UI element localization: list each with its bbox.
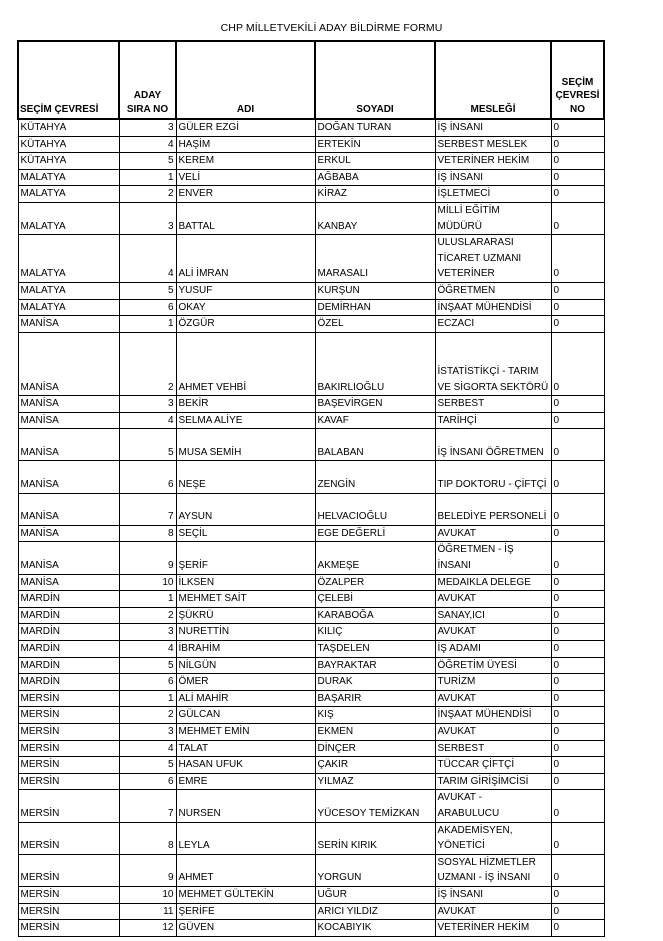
district-no-cell: 0 [551, 136, 604, 153]
surname-cell: ÇAKIR [315, 757, 435, 774]
surname-cell: ERTEKİN [315, 136, 435, 153]
surname-cell: BAKIRLIOĞLU [315, 332, 435, 395]
table-row [18, 624, 604, 641]
province-cell: MERSİN [18, 886, 119, 903]
district-no-cell: 0 [551, 790, 604, 822]
profession-cell: MİLLİ EĞİTİM MÜDÜRÜ [435, 202, 551, 234]
province-cell: MERSİN [18, 903, 119, 920]
surname-cell: HELVACIOĞLU [315, 493, 435, 525]
rank-cell: 5 [119, 153, 176, 170]
rank-cell: 9 [119, 854, 176, 886]
rank-cell: 3 [119, 396, 176, 413]
district-no-cell: 0 [551, 396, 604, 413]
surname-cell: TAŞDELEN [315, 641, 435, 658]
name-cell: İBRAHİM [176, 641, 315, 658]
profession-cell: İŞ İNSANI [435, 169, 551, 186]
profession-cell: İŞ İNSANI ÖĞRETMEN [435, 429, 551, 461]
surname-cell: KİRAZ [315, 186, 435, 203]
district-no-cell: 0 [551, 886, 604, 903]
district-no-cell: 0 [551, 740, 604, 757]
province-cell: MARDİN [18, 591, 119, 608]
profession-cell: TARİHÇİ [435, 412, 551, 429]
profession-cell: AVUKAT [435, 690, 551, 707]
surname-cell: DEMİRHAN [315, 299, 435, 316]
profession-cell: ÖĞRETİM ÜYESİ [435, 657, 551, 674]
district-no-cell: 0 [551, 903, 604, 920]
rank-cell: 9 [119, 542, 176, 574]
district-no-cell: 0 [551, 607, 604, 624]
rank-cell: 10 [119, 574, 176, 591]
surname-cell: ZENGİN [315, 461, 435, 493]
province-cell: MERSİN [18, 920, 119, 937]
surname-cell: YORGUN [315, 854, 435, 886]
district-no-cell: 0 [551, 574, 604, 591]
table-row [18, 854, 604, 886]
province-cell: MANİSA [18, 412, 119, 429]
table-row [18, 186, 604, 203]
rank-cell: 3 [119, 624, 176, 641]
profession-cell: TARIM GİRİŞİMCİSİ [435, 773, 551, 790]
province-cell: MERSİN [18, 790, 119, 822]
profession-cell: İŞLETMECİ [435, 186, 551, 203]
province-cell: MALATYA [18, 186, 119, 203]
name-cell: VELİ [176, 169, 315, 186]
province-cell: MARDİN [18, 607, 119, 624]
rank-cell: 8 [119, 525, 176, 542]
table-row [18, 773, 604, 790]
rank-cell: 2 [119, 707, 176, 724]
profession-cell: SERBEST [435, 396, 551, 413]
profession-cell: ÖĞRETMEN - İŞ İNSANI [435, 542, 551, 574]
district-no-cell: 0 [551, 854, 604, 886]
profession-cell: AVUKAT [435, 624, 551, 641]
name-cell: SELMA ALİYE [176, 412, 315, 429]
profession-cell: İŞ İNSANI [435, 886, 551, 903]
district-no-cell: 0 [551, 119, 604, 136]
table-row [18, 723, 604, 740]
surname-cell: BAYRAKTAR [315, 657, 435, 674]
rank-cell: 3 [119, 119, 176, 136]
rank-cell: 5 [119, 429, 176, 461]
table-row [18, 757, 604, 774]
name-cell: ŞERİF [176, 542, 315, 574]
district-no-cell: 0 [551, 624, 604, 641]
province-cell: MANİSA [18, 461, 119, 493]
district-no-cell: 0 [551, 920, 604, 937]
table-row [18, 641, 604, 658]
rank-cell: 5 [119, 657, 176, 674]
province-cell: MANİSA [18, 525, 119, 542]
surname-cell: BAŞEVİRGEN [315, 396, 435, 413]
province-cell: MERSİN [18, 690, 119, 707]
surname-cell: DURAK [315, 674, 435, 691]
district-no-cell: 0 [551, 186, 604, 203]
rank-cell: 2 [119, 332, 176, 395]
profession-cell: AVUKAT [435, 723, 551, 740]
rank-cell: 3 [119, 723, 176, 740]
surname-cell: DOĞAN TURAN [315, 119, 435, 136]
rank-cell: 4 [119, 136, 176, 153]
name-cell: HASAN UFUK [176, 757, 315, 774]
district-no-cell: 0 [551, 282, 604, 299]
surname-cell: YILMAZ [315, 773, 435, 790]
profession-cell: BELEDİYE PERSONELİ [435, 493, 551, 525]
province-cell: MALATYA [18, 169, 119, 186]
province-cell: MALATYA [18, 282, 119, 299]
table-row [18, 790, 604, 822]
surname-cell: EKMEN [315, 723, 435, 740]
profession-cell: ECZACI [435, 316, 551, 333]
province-cell: MALATYA [18, 299, 119, 316]
table-row [18, 299, 604, 316]
table-row [18, 202, 604, 234]
name-cell: BEKİR [176, 396, 315, 413]
table-row [18, 542, 604, 574]
rank-cell: 6 [119, 299, 176, 316]
rank-cell: 12 [119, 920, 176, 937]
profession-cell: TIP DOKTORU - ÇİFTÇİ [435, 461, 551, 493]
name-cell: NİLGÜN [176, 657, 315, 674]
rank-cell: 1 [119, 591, 176, 608]
province-cell: MERSİN [18, 854, 119, 886]
rank-cell: 1 [119, 169, 176, 186]
name-cell: BATTAL [176, 202, 315, 234]
surname-cell: KOCABIYIK [315, 920, 435, 937]
province-cell: MANİSA [18, 429, 119, 461]
profession-cell: AKADEMİSYEN, YÖNETİCİ [435, 822, 551, 854]
province-cell: MERSİN [18, 773, 119, 790]
table-row [18, 316, 604, 333]
district-no-cell: 0 [551, 153, 604, 170]
rank-cell: 3 [119, 202, 176, 234]
name-cell: ŞERİFE [176, 903, 315, 920]
district-no-cell: 0 [551, 525, 604, 542]
name-cell: AHMET VEHBİ [176, 332, 315, 395]
table-row [18, 690, 604, 707]
province-cell: KÜTAHYA [18, 136, 119, 153]
profession-cell: ULUSLARARASI TİCARET UZMANI VETERİNER [435, 235, 551, 283]
rank-cell: 8 [119, 822, 176, 854]
name-cell: AHMET [176, 854, 315, 886]
district-no-cell: 0 [551, 822, 604, 854]
surname-cell: YÜCESOY TEMİZKAN [315, 790, 435, 822]
province-cell: MERSİN [18, 757, 119, 774]
profession-cell: TURİZM [435, 674, 551, 691]
rank-cell: 7 [119, 790, 176, 822]
name-cell: NURSEN [176, 790, 315, 822]
rank-cell: 2 [119, 186, 176, 203]
surname-cell: KILIÇ [315, 624, 435, 641]
surname-cell: AKMEŞE [315, 542, 435, 574]
district-no-cell: 0 [551, 723, 604, 740]
profession-cell: AVUKAT [435, 903, 551, 920]
surname-cell: KAVAF [315, 412, 435, 429]
profession-cell: İŞ İNSANI [435, 119, 551, 136]
table-row [18, 707, 604, 724]
province-cell: MERSİN [18, 822, 119, 854]
province-cell: MANİSA [18, 493, 119, 525]
name-cell: AYSUN [176, 493, 315, 525]
province-cell: MARDİN [18, 657, 119, 674]
district-no-cell: 0 [551, 412, 604, 429]
table-row [18, 886, 604, 903]
table-row [18, 235, 604, 283]
district-no-cell: 0 [551, 690, 604, 707]
province-cell: MALATYA [18, 202, 119, 234]
table-row [18, 493, 604, 525]
rank-cell: 5 [119, 757, 176, 774]
rank-cell: 4 [119, 235, 176, 283]
profession-cell: ÖĞRETMEN [435, 282, 551, 299]
rank-cell: 6 [119, 773, 176, 790]
surname-cell: BAŞARIR [315, 690, 435, 707]
surname-cell: AĞBABA [315, 169, 435, 186]
form-title: CHP MİLLETVEKİLİ ADAY BİLDİRME FORMU [220, 22, 443, 34]
district-no-cell: 0 [551, 773, 604, 790]
header-rank: ADAY SIRA NO [119, 41, 176, 119]
name-cell: EMRE [176, 773, 315, 790]
surname-cell: MARASALI [315, 235, 435, 283]
surname-cell: ERKUL [315, 153, 435, 170]
province-cell: MANİSA [18, 316, 119, 333]
province-cell: MALATYA [18, 235, 119, 283]
province-cell: KÜTAHYA [18, 119, 119, 136]
province-cell: MANİSA [18, 574, 119, 591]
surname-cell: KURŞUN [315, 282, 435, 299]
rank-cell: 1 [119, 316, 176, 333]
rank-cell: 1 [119, 690, 176, 707]
district-no-cell: 0 [551, 169, 604, 186]
header-name: ADI [176, 41, 315, 119]
district-no-cell: 0 [551, 299, 604, 316]
district-no-cell: 0 [551, 461, 604, 493]
name-cell: ALİ MAHİR [176, 690, 315, 707]
district-no-cell: 0 [551, 641, 604, 658]
name-cell: ENVER [176, 186, 315, 203]
table-row [18, 920, 604, 937]
surname-cell: KIŞ [315, 707, 435, 724]
district-no-cell: 0 [551, 674, 604, 691]
profession-cell: SERBEST MESLEK [435, 136, 551, 153]
table-row [18, 169, 604, 186]
profession-cell: VETERİNER HEKİM [435, 920, 551, 937]
rank-cell: 11 [119, 903, 176, 920]
header-surname: SOYADI [315, 41, 435, 119]
province-cell: MARDİN [18, 641, 119, 658]
table-row [18, 461, 604, 493]
surname-cell: ÖZEL [315, 316, 435, 333]
rank-cell: 5 [119, 282, 176, 299]
rank-cell: 10 [119, 886, 176, 903]
profession-cell: TÜCCAR ÇİFTÇİ [435, 757, 551, 774]
name-cell: GÜLER EZGİ [176, 119, 315, 136]
surname-cell: KANBAY [315, 202, 435, 234]
district-no-cell: 0 [551, 707, 604, 724]
profession-cell: MEDAIKLA DELEGE [435, 574, 551, 591]
province-cell: KÜTAHYA [18, 153, 119, 170]
district-no-cell: 0 [551, 542, 604, 574]
name-cell: SEÇİL [176, 525, 315, 542]
profession-cell: İŞ ADAMI [435, 641, 551, 658]
district-no-cell: 0 [551, 493, 604, 525]
name-cell: YUSUF [176, 282, 315, 299]
district-no-cell: 0 [551, 316, 604, 333]
table-row [18, 412, 604, 429]
province-cell: MERSİN [18, 740, 119, 757]
rank-cell: 4 [119, 641, 176, 658]
surname-cell: ARICI YILDIZ [315, 903, 435, 920]
profession-cell: SERBEST [435, 740, 551, 757]
table-row [18, 153, 604, 170]
rank-cell: 4 [119, 412, 176, 429]
header-profession: MESLEĞİ [435, 41, 551, 119]
name-cell: MEHMET EMİN [176, 723, 315, 740]
name-cell: ŞÜKRÜ [176, 607, 315, 624]
table-row [18, 525, 604, 542]
name-cell: NEŞE [176, 461, 315, 493]
name-cell: İLKSEN [176, 574, 315, 591]
name-cell: LEYLA [176, 822, 315, 854]
candidate-table [17, 40, 605, 937]
surname-cell: ÇELEBİ [315, 591, 435, 608]
province-cell: MANİSA [18, 542, 119, 574]
district-no-cell: 0 [551, 657, 604, 674]
profession-cell: VETERİNER HEKİM [435, 153, 551, 170]
name-cell: MEHMET SAİT [176, 591, 315, 608]
name-cell: TALAT [176, 740, 315, 757]
name-cell: GÜLCAN [176, 707, 315, 724]
profession-cell: İSTATİSTİKÇİ - TARIM VE SİGORTA SEKTÖRÜ [435, 332, 551, 395]
province-cell: MARDİN [18, 674, 119, 691]
profession-cell: İNŞAAT MÜHENDİSİ [435, 707, 551, 724]
name-cell: OKAY [176, 299, 315, 316]
table-row [18, 396, 604, 413]
table-body [18, 119, 604, 936]
name-cell: HAŞİM [176, 136, 315, 153]
name-cell: ÖZGÜR [176, 316, 315, 333]
table-row [18, 591, 604, 608]
profession-cell: SANAY,ICI [435, 607, 551, 624]
district-no-cell: 0 [551, 591, 604, 608]
surname-cell: DİNÇER [315, 740, 435, 757]
table-row [18, 740, 604, 757]
district-no-cell: 0 [551, 757, 604, 774]
rank-cell: 6 [119, 674, 176, 691]
table-row [18, 429, 604, 461]
province-cell: MANİSA [18, 332, 119, 395]
rank-cell: 2 [119, 607, 176, 624]
province-cell: MERSİN [18, 723, 119, 740]
surname-cell: BALABAN [315, 429, 435, 461]
name-cell: GÜVEN [176, 920, 315, 937]
header-district-no: SEÇİM ÇEVRESİ NO [551, 41, 604, 119]
table-row [18, 903, 604, 920]
name-cell: NURETTİN [176, 624, 315, 641]
surname-cell: ÖZALPER [315, 574, 435, 591]
header-province: SEÇİM ÇEVRESİ [18, 41, 119, 119]
district-no-cell: 0 [551, 429, 604, 461]
table-row [18, 282, 604, 299]
district-no-cell: 0 [551, 332, 604, 395]
table-row [18, 674, 604, 691]
rank-cell: 7 [119, 493, 176, 525]
province-cell: MERSİN [18, 707, 119, 724]
name-cell: MEHMET GÜLTEKİN [176, 886, 315, 903]
profession-cell: AVUKAT [435, 525, 551, 542]
profession-cell: SOSYAL HİZMETLER UZMANI - İŞ İNSANI [435, 854, 551, 886]
table-row [18, 136, 604, 153]
surname-cell: EGE DEĞERLİ [315, 525, 435, 542]
surname-cell: UĞUR [315, 886, 435, 903]
province-cell: MANİSA [18, 396, 119, 413]
rank-cell: 6 [119, 461, 176, 493]
table-row [18, 657, 604, 674]
table-row [18, 332, 604, 395]
district-no-cell: 0 [551, 202, 604, 234]
profession-cell: AVUKAT - ARABULUCU [435, 790, 551, 822]
table-row [18, 607, 604, 624]
profession-cell: İNŞAAT MÜHENDİSİ [435, 299, 551, 316]
surname-cell: SERİN KIRIK [315, 822, 435, 854]
name-cell: MUSA SEMİH [176, 429, 315, 461]
name-cell: KEREM [176, 153, 315, 170]
rank-cell: 4 [119, 740, 176, 757]
table-row [18, 119, 604, 136]
name-cell: ALİ İMRAN [176, 235, 315, 283]
header-row [18, 41, 604, 119]
table-row [18, 822, 604, 854]
province-cell: MARDİN [18, 624, 119, 641]
district-no-cell: 0 [551, 235, 604, 283]
table-row [18, 574, 604, 591]
profession-cell: AVUKAT [435, 591, 551, 608]
name-cell: ÖMER [176, 674, 315, 691]
surname-cell: KARABOĞA [315, 607, 435, 624]
